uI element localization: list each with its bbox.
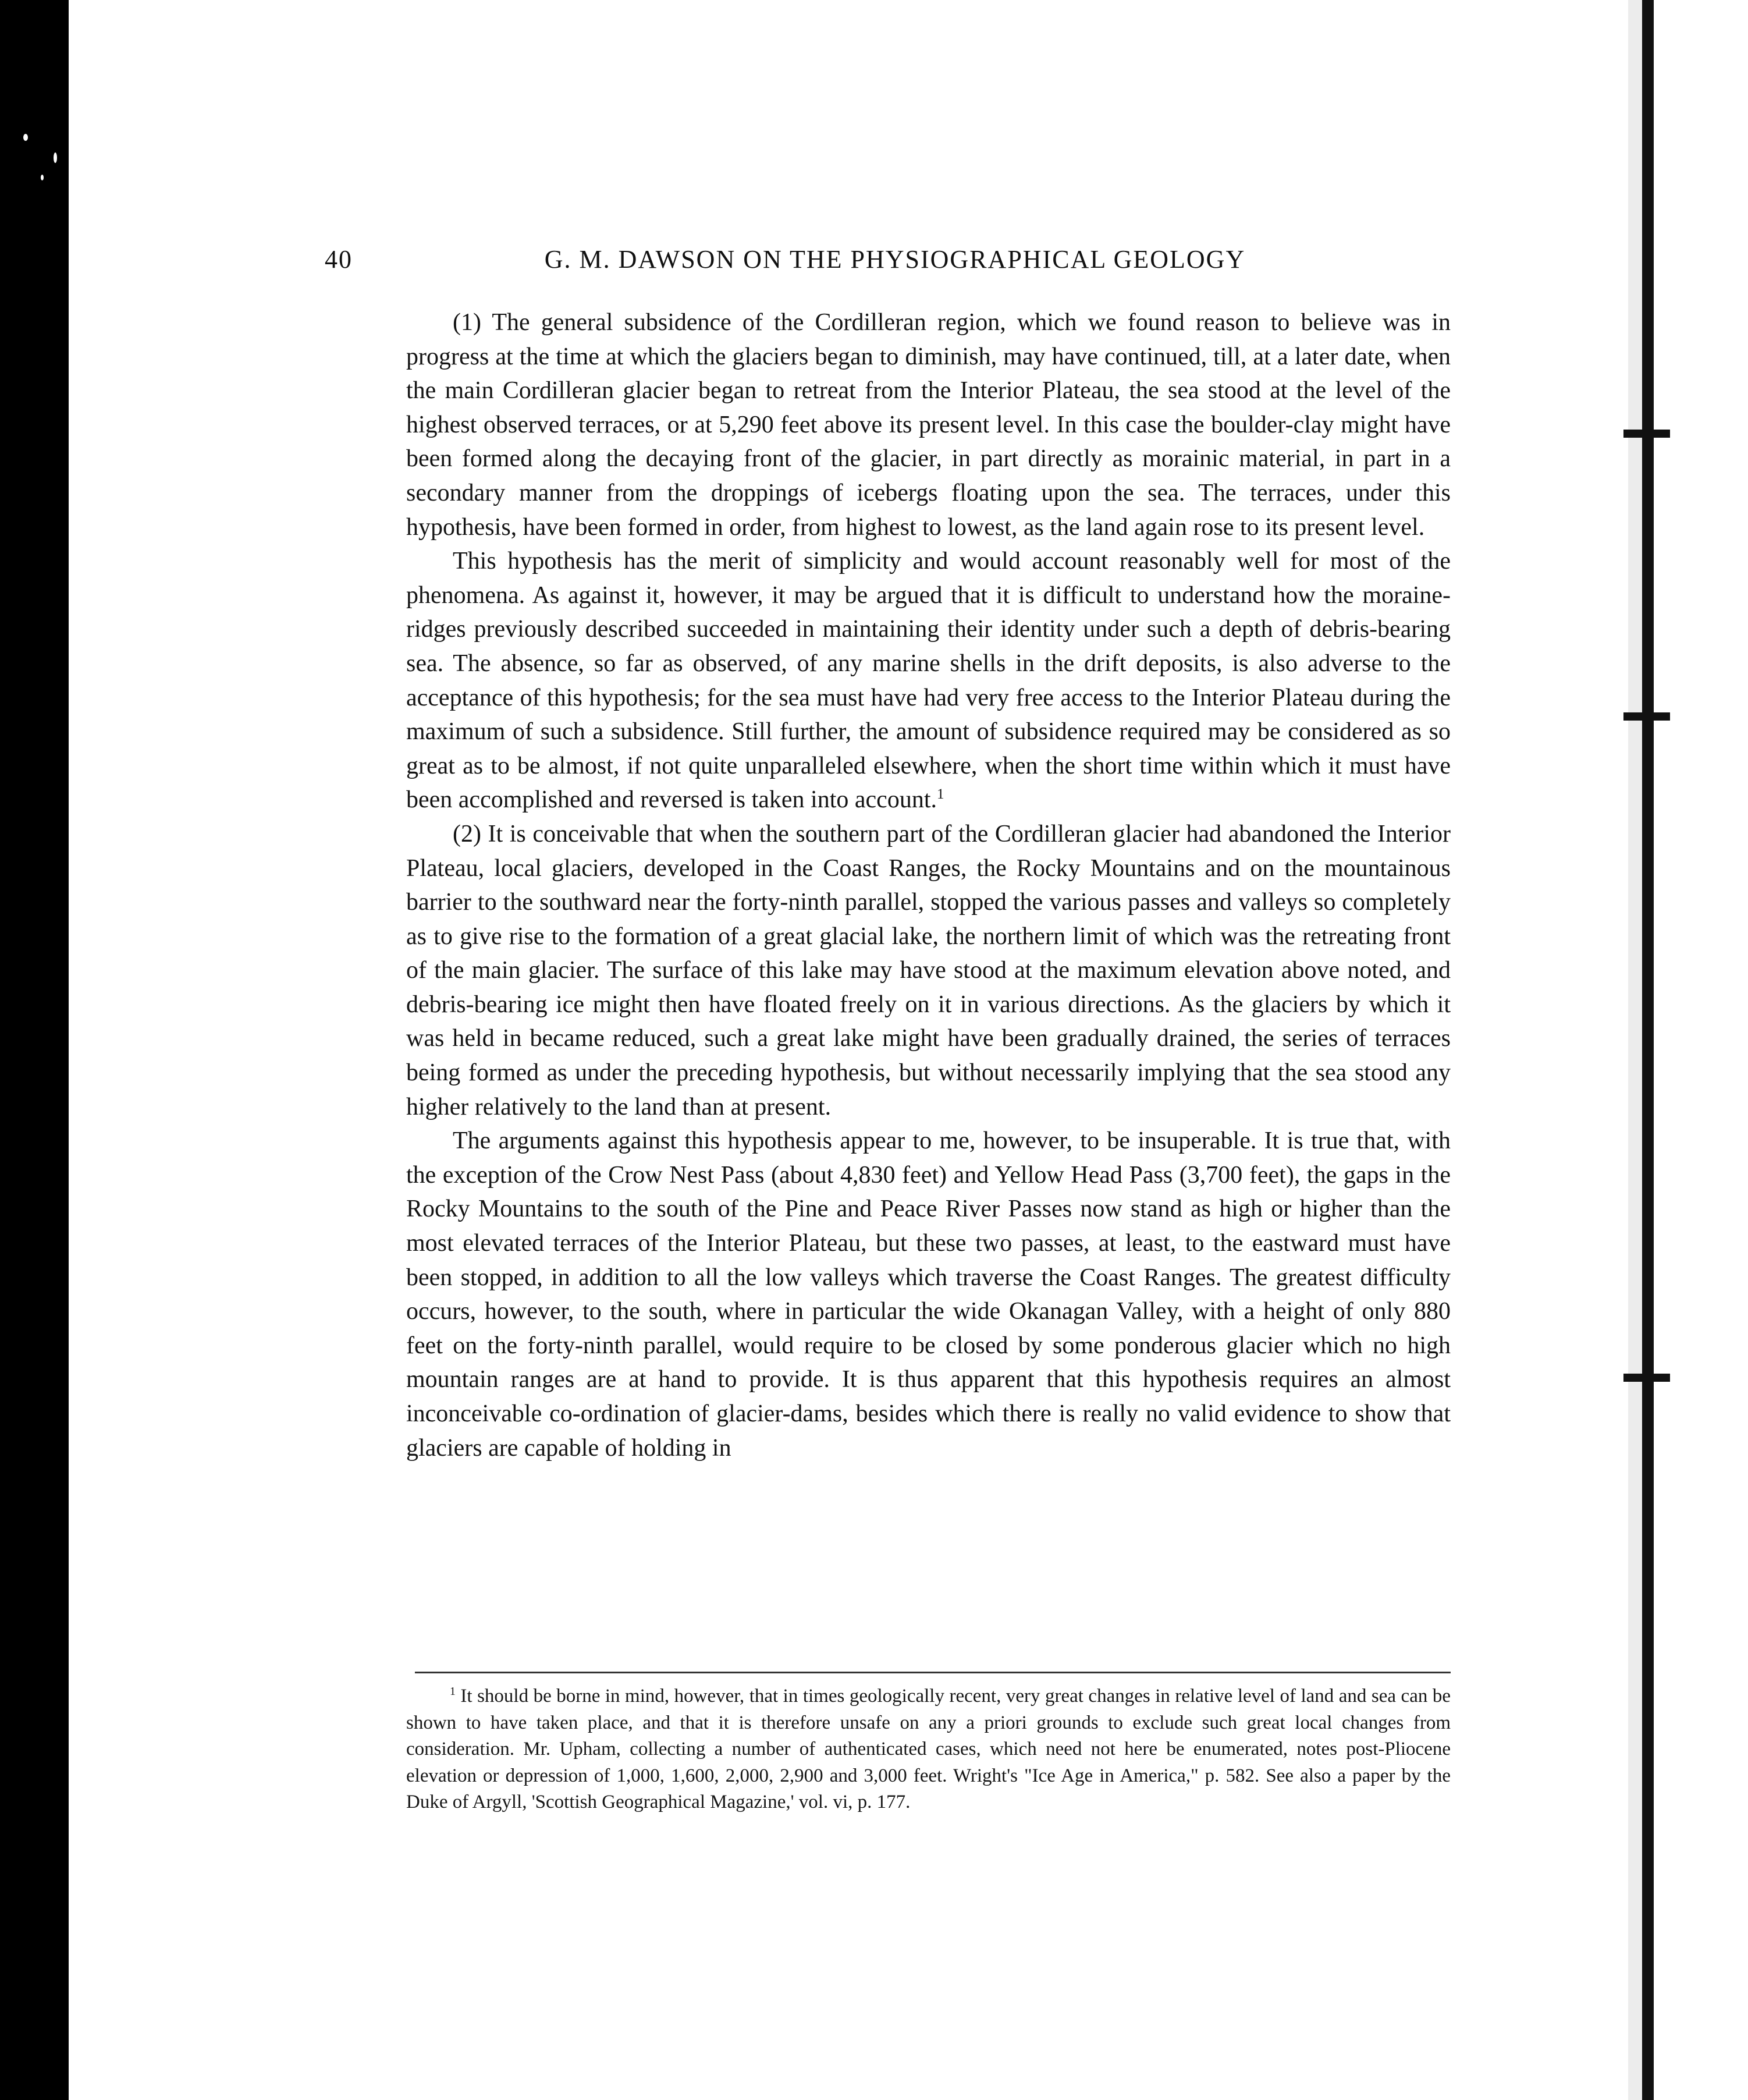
facing-page-edge [1654, 0, 1748, 2100]
book-page [69, 0, 1628, 2100]
paragraph-hypothesis-one: (1) The general subsidence of the Cordilleran region, which we found reason to believe was in progress at the time at which the glaciers began to diminish, may have continued, till, at a later date, when the main Cordilleran glacier began to retreat from the Interior Plateau, the sea stood at the level of the highest observed terraces, or at 5,290 feet above its present level. In this case the boulder-clay might have been formed along the decaying front of the glacier, in part directly as morainic material, in part in a secondary manner from the droppings of icebergs floating upon the sea. The terraces, under this hypothesis, have been formed in order, from highest to lowest, as the land again rose to its present level. [406, 309, 1451, 541]
page-header [325, 244, 1442, 279]
footnote-rule [415, 1672, 1451, 1673]
page-number: 40 [325, 245, 353, 274]
footnote-reference: 1 [936, 786, 944, 803]
binding-tab [1623, 430, 1670, 438]
paragraph-hypothesis-two-critique: The arguments against this hypothesis appear to me, however, to be insuperable. It is true that, with the exception of the Crow Nest Pass (about 4,830 feet) and Yellow Head Pass (3,700 feet), the gaps in the Rocky Mountains to the south of the Pine and Peace River Passes now stand as high or higher than the most elevated terraces of the Interior Plateau, but these two passes, at least, to the eastward must have been stopped, in addition to all the low valleys which traverse the Coast Ranges. The greatest difficulty occurs, however, to the south, where in particular the wide Okanagan Valley, with a height of only 880 feet on the forty-ninth parallel, would require to be closed by some ponderous glacier which no high mountain ranges are at hand to provide. It is thus apparent that this hypothesis requires an almost inconceivable co-ordination of glacier-dams, besides which there is really no valid evidence to show that glaciers are capable of holding in [406, 1127, 1451, 1462]
body-text [406, 306, 1451, 1465]
binding-tab [1623, 1374, 1670, 1382]
book-spine [1642, 0, 1654, 2100]
footnote-marker: 1 [450, 1685, 456, 1698]
paragraph-hypothesis-two: (2) It is conceivable that when the southern part of the Cordilleran glacier had abandoned the Interior Plateau, local glaciers, developed in the Coast Ranges, the Rocky Mountains and on the mountainous barrier to the southward near the forty-ninth parallel, stopped the various passes and valleys so completely as to give rise to the formation of a great glacial lake, the northern limit of which was the retreating front of the main glacier. The surface of this lake may have stood at the maximum elevation above noted, and debris-bearing ice might then have floated freely on it in various directions. As the glaciers by which it was held in became reduced, such a great lake might have been gradually drained, the series of terraces being formed as under the preceding hypothesis, but without necessarily implying that the sea stood any higher relatively to the land than at present. [406, 820, 1451, 1120]
paragraph-hypothesis-one-critique: This hypothesis has the merit of simplicity and would account reasonably well for most of the phenomena. As against it, however, it may be argued that it is difficult to understand how the moraine-ridges previously described succeeded in maintaining their identity under such a depth of debris-bearing sea. The absence, so far as observed, of any marine shells in the drift deposits, is also adverse to the acceptance of this hypothesis; for the sea must have had very free access to the Interior Plateau during the maximum of such a subsidence. Still further, the amount of subsidence required may be considered as so great as to be almost, if not quite unparalleled elsewhere, when the short time within which it must have been accomplished and reversed is taken into account.$^1$ [406, 548, 1451, 814]
footnote-text: It should be borne in mind, however, that in times geologically recent, very great changes in relative level of land and sea can be shown to have taken place, and that it is therefore unsafe on any a priori grounds to exclude such great local changes from consideration. Mr. Upham, collecting a number of authenticated cases, which need not here be enumerated, notes post-Pliocene elevation or depression of 1,000, 1,600, 2,000, 2,900 and 3,000 feet. Wright's "Ice Age in America," p. 582. See also a paper by the Duke of Argyll, 'Scottish Geographical Magazine,' vol. vi, p. 177. [406, 1686, 1451, 1812]
footnote [406, 1683, 1451, 1816]
binding-tab [1623, 712, 1670, 721]
page-edge [1628, 0, 1642, 2100]
running-title: G. M. DAWSON ON THE PHYSIOGRAPHICAL GEOLOGY [544, 245, 1246, 274]
